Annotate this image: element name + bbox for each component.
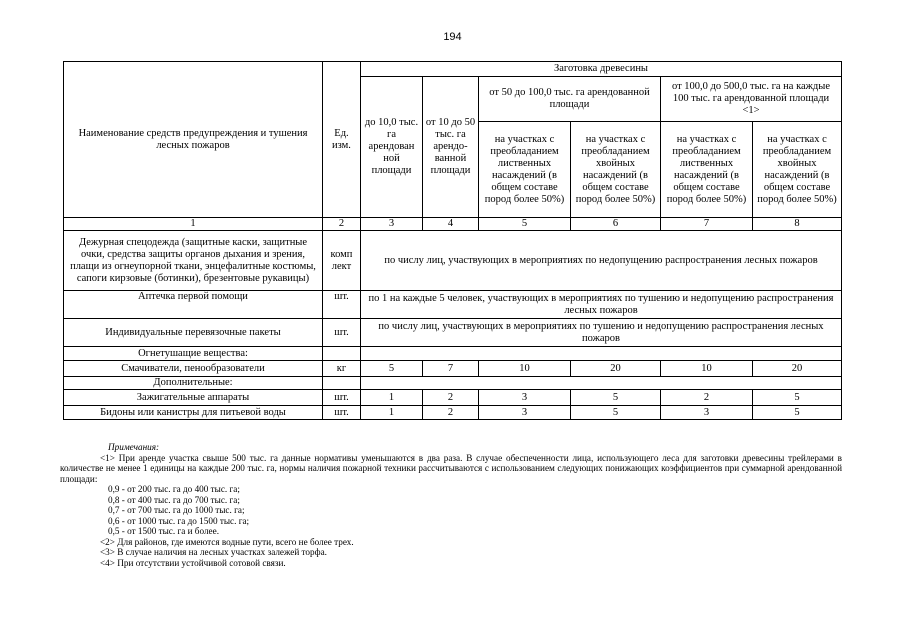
column-number: 3: [361, 218, 423, 231]
table-row: [64, 291, 842, 319]
row-value: по 1 на каждые 5 человек, участвующих в мероприятиях по тушению и недопущению распространения лесных пожаров: [361, 291, 842, 319]
column-number: 4: [423, 218, 479, 231]
header-col-6: на участках с преобладанием хвойных насаждений (в общем составе пород более 50%): [571, 122, 661, 218]
row-unit: шт.: [323, 390, 361, 406]
header-group: Заготовка древесины: [361, 62, 842, 77]
row-name: Зажигательные аппараты: [64, 390, 323, 406]
column-number: 5: [479, 218, 571, 231]
note-1: <1> При аренде участка свыше 500 тыс. га данные нормативы уменьшаются в два раза. В случае обеспеченности лица, использующего леса для заготовки древесины трейлерами в количестве не менее 1 единицы на каждые 200 тыс. га, нормы наличия пожарной техники рассчитываются с использованием следующих понижающих коэффициентов при суммарной арендованной площади:: [60, 452, 842, 484]
row-name: Дополнительные:: [64, 377, 323, 390]
header-col-8: на участках с преобладанием хвойных насаждений (в общем составе пород более 50%): [753, 122, 842, 218]
row-cell: 5: [753, 406, 842, 420]
row-value: [361, 377, 842, 390]
row-unit: комп лект: [323, 231, 361, 291]
row-cell: 20: [571, 361, 661, 377]
norms-table: [63, 61, 842, 420]
row-cell: 2: [423, 406, 479, 420]
table-row: [64, 231, 842, 291]
row-cell: 5: [571, 390, 661, 406]
row-cell: 3: [479, 390, 571, 406]
row-cell: 1: [361, 390, 423, 406]
row-value: по числу лиц, участвующих в мероприятиях по недопущению распространения лесных пожаров: [361, 231, 842, 291]
header-group-7-8: от 100,0 до 500,0 тыс. га на каждые 100 тыс. га арендованной площади <1>: [661, 77, 842, 122]
row-name: Дежурная спецодежда (защитные каски, защитные очки, средства защиты органов дыхания и зрения, плащи из огнеупорной ткани, энцефалитные костюмы, сапоги кирзовые (ботинки), брезентовые рукавицы): [64, 231, 323, 291]
row-unit: [323, 377, 361, 390]
row-unit: кг: [323, 361, 361, 377]
column-number: 8: [753, 218, 842, 231]
header-col-7: на участках с преобладанием лиственных насаждений (в общем составе пород более 50%): [661, 122, 753, 218]
notes-title: Примечания:: [108, 442, 160, 452]
coefficient: 0,9 - от 200 тыс. га до 400 тыс. га;: [108, 484, 240, 494]
table-row: [64, 377, 842, 390]
coefficient: 0,6 - от 1000 тыс. га до 1500 тыс. га;: [108, 515, 250, 526]
column-number: 2: [323, 218, 361, 231]
row-cell: 2: [423, 390, 479, 406]
note-4: <4> При отсутствии устойчивой сотовой связи.: [100, 557, 286, 568]
row-unit: шт.: [323, 319, 361, 347]
row-value: [361, 347, 842, 361]
coefficient: 0,5 - от 1500 тыс. га и более.: [108, 526, 219, 536]
row-cell: 3: [479, 406, 571, 420]
note-3: <3> В случае наличия на лесных участках залежей торфа.: [100, 547, 327, 557]
row-name: Аптечка первой помощи: [64, 291, 323, 319]
notes: [60, 442, 842, 568]
row-unit: шт.: [323, 291, 361, 319]
column-number-row: [64, 218, 842, 231]
row-cell: 10: [661, 361, 753, 377]
row-cell: 1: [361, 406, 423, 420]
row-name: Бидоны или канистры для питьевой воды: [64, 406, 323, 420]
page-number: 194: [443, 31, 462, 43]
row-name: Смачиватели, пенообразователи: [64, 361, 323, 377]
row-unit: шт.: [323, 406, 361, 420]
note-2: <2> Для районов, где имеются водные пути, всего не более трех.: [100, 536, 354, 547]
column-number: 6: [571, 218, 661, 231]
row-cell: 20: [753, 361, 842, 377]
header-col-5: на участках с преобладанием лиственных насаждений (в общем составе пород более 50%): [479, 122, 571, 218]
header-unit: Ед. изм.: [323, 62, 361, 218]
table-row: [64, 319, 842, 347]
row-name: Индивидуальные перевязочные пакеты: [64, 319, 323, 347]
header-name: Наименование средств предупреждения и тушения лесных пожаров: [64, 62, 323, 218]
coefficient: 0,8 - от 400 тыс. га до 700 тыс. га;: [108, 494, 240, 505]
row-cell: 2: [661, 390, 753, 406]
header-group-5-6: от 50 до 100,0 тыс. га арендованной площади: [479, 77, 661, 122]
row-unit: [323, 347, 361, 361]
row-name: Огнетушащие вещества:: [64, 347, 323, 361]
coefficient: 0,7 - от 700 тыс. га до 1000 тыс. га;: [108, 505, 245, 515]
row-value: по числу лиц, участвующих в мероприятиях по тушению и недопущению распространения лесных пожаров: [361, 319, 842, 347]
row-cell: 5: [361, 361, 423, 377]
row-cell: 10: [479, 361, 571, 377]
table-row: [64, 406, 842, 420]
column-number: 1: [64, 218, 323, 231]
row-cell: 3: [661, 406, 753, 420]
table-row: [64, 361, 842, 377]
row-cell: 5: [571, 406, 661, 420]
row-cell: 7: [423, 361, 479, 377]
table-row: [64, 390, 842, 406]
column-number: 7: [661, 218, 753, 231]
header-col-3: до 10,0 тыс. га арендован ной площади: [361, 77, 423, 218]
table-row: [64, 347, 842, 361]
header-col-4: от 10 до 50 тыс. га арендо- ванной площади: [423, 77, 479, 218]
row-cell: 5: [753, 390, 842, 406]
